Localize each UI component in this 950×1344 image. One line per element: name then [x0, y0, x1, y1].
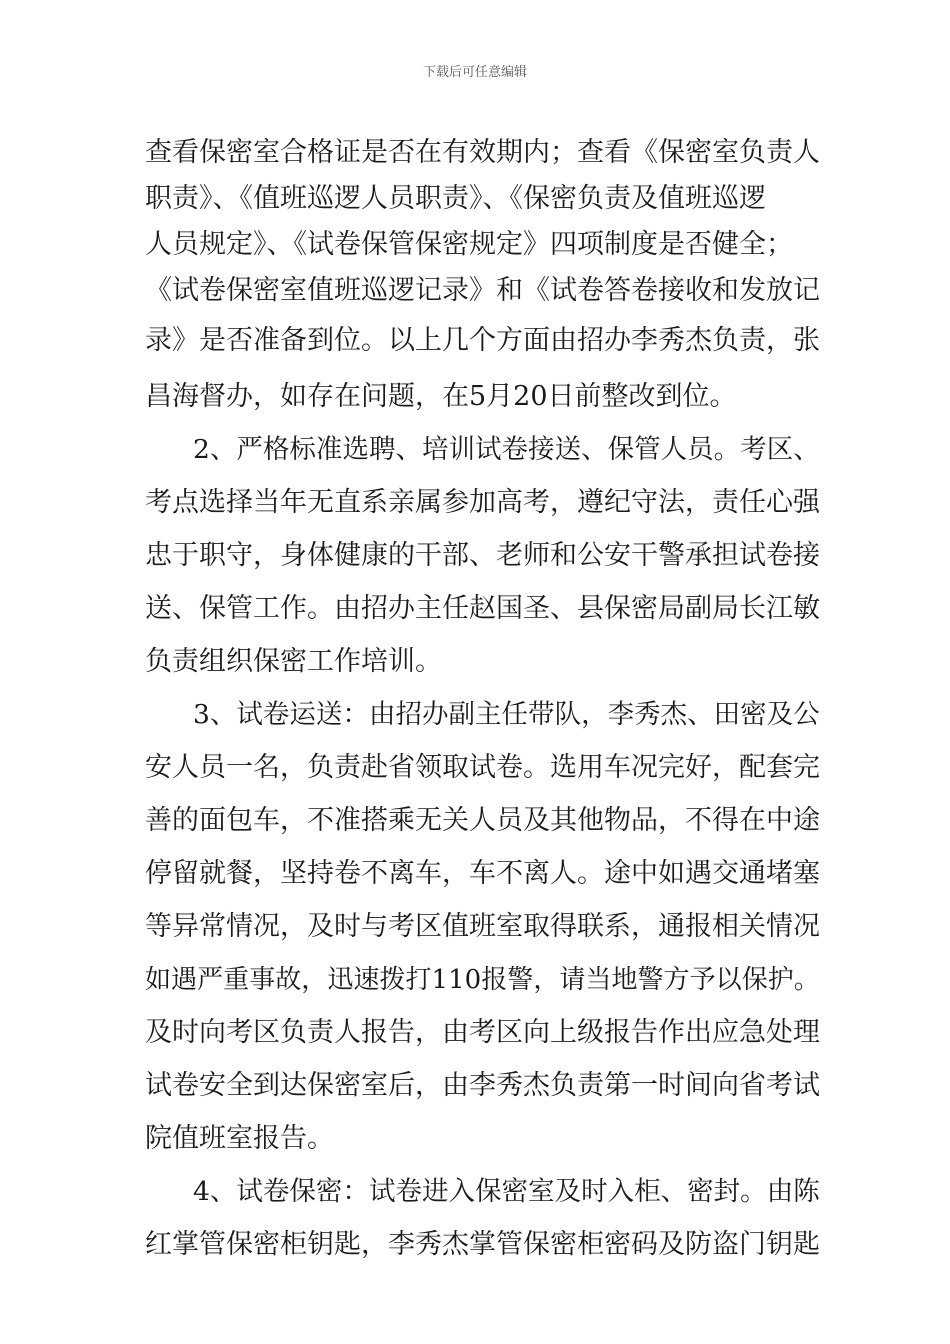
text-line [0, 425, 950, 475]
text-line [0, 1114, 950, 1164]
line-text: 3、试卷运送：由招办副主任带队，李秀杰、田密及公 [193, 699, 820, 730]
line-text: 查看保密室合格证是否在有效期内；查看《保密室负责人 [145, 137, 820, 168]
text-line [0, 690, 950, 740]
line-text: 安人员一名，负责赴省领取试卷。选用车况完好，配套完 [145, 752, 820, 783]
line-text: 送、保管工作。由招办主任赵国圣、县保密局副局长江敏 [145, 593, 820, 624]
text-line [0, 478, 950, 528]
text-line [0, 1167, 950, 1217]
text-line [0, 1220, 950, 1270]
text-line [0, 743, 950, 793]
line-text: 试卷安全到达保密室后，由李秀杰负责第一时间向省考试 [145, 1070, 820, 1101]
line-text: 4、试卷保密：试卷进入保密室及时入柜、密封。由陈 [193, 1176, 820, 1207]
text-line [0, 220, 950, 270]
line-text: 录》是否准备到位。以上几个方面由招办李秀杰负责，张 [145, 325, 820, 356]
line-text: 停留就餐，坚持卷不离车，车不离人。途中如遇交通堵塞 [145, 858, 820, 889]
text-line [0, 128, 950, 178]
line-text: 2、严格标准选聘、培训试卷接送、保管人员。考区、 [193, 434, 820, 465]
line-text: 负责组织保密工作培训。 [145, 646, 442, 677]
text-line [0, 584, 950, 634]
line-text: 如遇严重事故，迅速拨打110报警，请当地警方予以保护。 [145, 965, 820, 995]
line-text: 考点选择当年无直系亲属参加高考，遵纪守法，责任心强 [145, 487, 820, 518]
text-line [0, 1061, 950, 1111]
line-text: 及时向考区负责人报告，由考区向上级报告作出应急处理 [145, 1017, 820, 1048]
text-line [0, 796, 950, 846]
text-line [0, 849, 950, 899]
line-text: 院值班室报告。 [145, 1123, 334, 1154]
page-header: 下载后可任意编辑 [422, 65, 527, 80]
text-line [0, 316, 950, 366]
line-text: 忠于职守，身体健康的干部、老师和公安干警承担试卷接 [145, 540, 820, 571]
text-line [0, 1008, 950, 1058]
line-text: 红掌管保密柜钥匙，李秀杰掌管保密柜密码及防盗门钥匙 [145, 1229, 820, 1260]
line-text: 善的面包车，不准搭乘无关人员及其他物品，不得在中途 [145, 805, 820, 836]
line-text: 等异常情况，及时与考区值班室取得联系，通报相关情况 [145, 911, 820, 942]
text-line [0, 372, 950, 422]
text-line [0, 637, 950, 687]
line-text: 昌海督办，如存在问题，在5月20日前整改到位。 [145, 381, 737, 412]
text-line [0, 174, 950, 224]
text-line [0, 902, 950, 952]
text-line [0, 955, 950, 1005]
text-line [0, 531, 950, 581]
text-line [0, 266, 950, 316]
line-text: 人员规定》、《试卷保管保密规定》四项制度是否健全； [145, 229, 793, 260]
line-text: 《试卷保密室值班巡逻记录》和《试卷答卷接收和发放记 [145, 275, 820, 306]
line-text: 职责》、《值班巡逻人员职责》、《保密负责及值班巡逻 [145, 183, 766, 214]
